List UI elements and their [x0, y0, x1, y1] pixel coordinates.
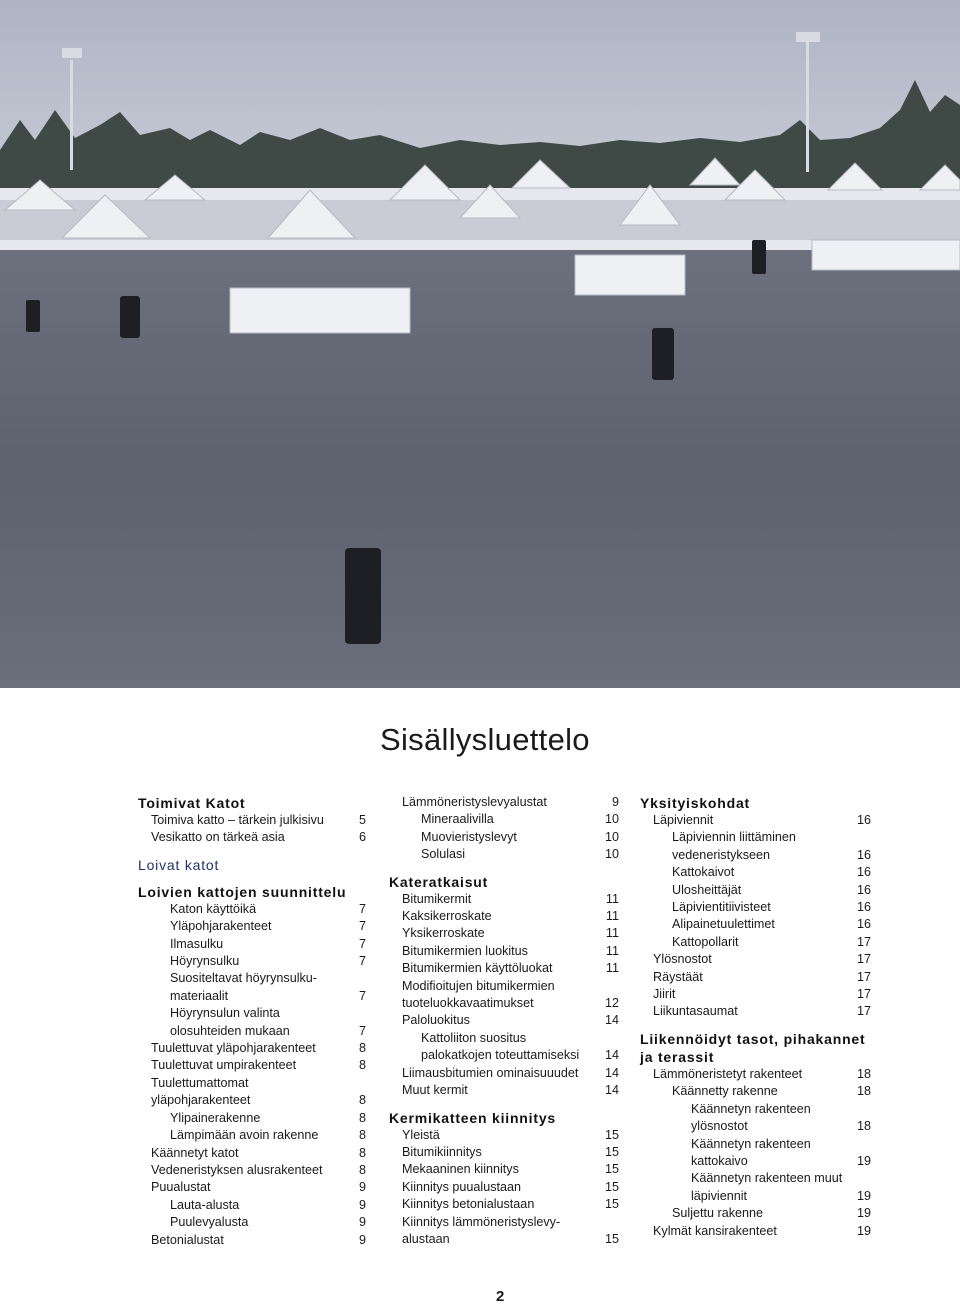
toc-entry-page: 15 [604, 1197, 619, 1212]
toc-entry[interactable] [138, 1040, 366, 1057]
toc-entry-title: Yläpohjarakenteet [170, 919, 272, 934]
toc-entry-page: 16 [856, 847, 871, 862]
toc-entry[interactable] [640, 899, 871, 916]
toc-entry-title: Vesikatto on tärkeä asia [151, 830, 285, 845]
toc-entry[interactable] [138, 1162, 366, 1179]
toc-entry[interactable] [640, 1153, 871, 1170]
toc-entry-page: 11 [605, 891, 619, 906]
toc-section-heading: Kermikatteen kiinnitys [389, 1109, 556, 1126]
toc-entry-page: 9 [611, 795, 619, 809]
page-title: Sisällysluettelo [380, 722, 590, 757]
toc-entry-title: Solulasi [421, 847, 466, 862]
toc-entry-title: Tuulettuvat yläpohjarakenteet [151, 1041, 316, 1056]
toc-section-heading: Toimivat Katot [138, 795, 246, 811]
toc-entry-title: alustaan [402, 1231, 450, 1246]
toc-entry[interactable] [389, 1231, 619, 1248]
toc-entry[interactable] [138, 829, 366, 846]
toc-entry-page: 8 [358, 1145, 366, 1160]
toc-entry-page: 15 [604, 1127, 619, 1142]
toc-entry[interactable] [389, 960, 619, 977]
toc-entry-title: Puulevyalusta [170, 1215, 249, 1230]
toc-column-1 [138, 794, 366, 1249]
toc-entry[interactable] [138, 1214, 366, 1231]
toc-entry-page: 8 [358, 1058, 366, 1073]
toc-entry[interactable] [640, 812, 871, 829]
toc-section-heading: Loivien kattojen suunnittelu [138, 883, 347, 900]
toc-entry[interactable] [138, 1145, 366, 1162]
toc-entry-page: 15 [604, 1231, 619, 1246]
toc-entry[interactable] [138, 1232, 366, 1249]
toc-entry-page: 9 [358, 1180, 366, 1195]
toc-entry-page: 7 [358, 988, 366, 1003]
toc-entry[interactable] [640, 1118, 871, 1135]
toc-entry-title: tuoteluokkavaatimukset [402, 996, 534, 1011]
toc-entry-title: Puualustat [151, 1180, 211, 1195]
toc-entry[interactable] [389, 1144, 619, 1161]
toc-entry[interactable] [138, 970, 366, 987]
toc-entry[interactable] [640, 1136, 871, 1153]
toc-entry-page: 8 [358, 1093, 366, 1108]
toc-entry[interactable] [640, 1003, 871, 1020]
toc-entry-title: Liikuntasaumat [653, 1004, 738, 1019]
toc-entry[interactable] [640, 986, 871, 1003]
toc-entry-title: Kattoliiton suositus [421, 1030, 527, 1045]
toc-entry[interactable] [138, 812, 366, 829]
toc-entry[interactable] [640, 1083, 871, 1100]
toc-entry-title: Bitumikermien käyttöluokat [402, 961, 553, 976]
toc-entry-title: olosuhteiden mukaan [170, 1023, 290, 1038]
toc-entry-page: 8 [358, 1128, 366, 1143]
toc-entry-title: Vedeneristyksen alusrakenteet [151, 1162, 323, 1177]
toc-entry-title: Kattokaivot [672, 865, 735, 880]
toc-entry[interactable] [389, 794, 619, 811]
toc-entry-page: 15 [604, 1162, 619, 1177]
toc-entry-page: 7 [358, 901, 366, 916]
toc-entry-title: Ylipainerakenne [170, 1110, 261, 1125]
toc-entry[interactable] [138, 1057, 366, 1074]
toc-entry-title: Muovieristyslevyt [421, 829, 517, 844]
toc-entry-page: 8 [358, 1110, 366, 1125]
toc-entry[interactable] [389, 1047, 619, 1064]
toc-entry-page: 14 [604, 1083, 619, 1098]
toc-entry-title: Läpiviennit [653, 813, 714, 827]
toc-entry-page: 9 [358, 1232, 366, 1247]
toc-entry[interactable] [389, 1161, 619, 1178]
toc-entry-title: Bitumikermien luokitus [402, 943, 528, 958]
toc-entry-title: Alipainetuulettimet [672, 917, 775, 932]
toc-entry-page: 16 [856, 882, 871, 897]
toc-entry[interactable] [138, 988, 366, 1005]
toc-entry-page: 19 [856, 1188, 871, 1203]
toc-entry-page: 15 [604, 1179, 619, 1194]
toc-entry[interactable] [138, 1075, 366, 1092]
toc-entry-page: 9 [358, 1215, 366, 1230]
toc-section-heading: Kateratkaisut [389, 873, 489, 890]
toc-entry-page: 8 [358, 1162, 366, 1177]
toc-entry[interactable] [389, 1012, 619, 1029]
toc-entry[interactable] [640, 1101, 871, 1118]
toc-entry-page: 16 [856, 813, 871, 827]
toc-entry-title: Läpivientitiivisteet [672, 900, 771, 915]
toc-entry-page: 19 [856, 1206, 871, 1221]
toc-entry[interactable] [138, 901, 366, 918]
toc-entry-page: 7 [358, 919, 366, 934]
toc-entry-title: Höyrynsulun valinta [170, 1006, 280, 1021]
toc-entry[interactable] [640, 916, 871, 933]
toc-entry-title: Ylösnostot [653, 952, 712, 967]
toc-entry-page: 19 [856, 1223, 871, 1238]
toc-entry-title: Lauta-alusta [170, 1197, 240, 1212]
toc-entry-page: 7 [358, 954, 366, 969]
toc-entry-page: 17 [856, 934, 871, 949]
toc-section-heading: Loivat katot [138, 856, 220, 873]
toc-entry-page: 6 [358, 830, 366, 845]
toc-entry[interactable] [389, 908, 619, 925]
toc-entry[interactable] [389, 1065, 619, 1082]
toc-entry-title: Lämmöneristetyt rakenteet [653, 1066, 803, 1081]
toc-entry-page: 11 [605, 943, 619, 958]
toc-entry[interactable] [138, 1179, 366, 1196]
toc-entry-title: Modifioitujen bitumikermien [402, 978, 555, 993]
toc-section-heading: Liikennöidyt tasot, pihakannet ja terassit [640, 1030, 866, 1065]
toc-entry-page: 11 [605, 961, 619, 976]
toc-entry-title: vedeneristykseen [672, 847, 771, 862]
toc-entry-page: 19 [856, 1153, 871, 1168]
toc-entry-title: Muut kermit [402, 1083, 468, 1098]
toc-entry-page: 16 [856, 900, 871, 915]
toc-section-heading: Yksityiskohdat [640, 795, 751, 811]
toc-entry-page: 12 [604, 996, 619, 1011]
toc-entry[interactable] [640, 951, 871, 968]
toc-entry-page: 14 [604, 1065, 619, 1080]
toc-column-3 [640, 794, 871, 1240]
toc-entry[interactable] [138, 936, 366, 953]
toc-entry-title: Käännetty rakenne [672, 1084, 778, 1099]
toc-entry[interactable] [389, 846, 619, 863]
toc-entry-page: 18 [856, 1066, 871, 1081]
toc-entry[interactable] [138, 1197, 366, 1214]
toc-entry-page: 16 [856, 917, 871, 932]
toc-entry[interactable] [389, 811, 619, 828]
toc-entry-title: Kylmät kansirakenteet [653, 1223, 777, 1238]
toc-entry[interactable] [138, 953, 366, 970]
toc-entry[interactable] [389, 1214, 619, 1231]
toc-entry-title: Läpiviennin liittäminen [672, 830, 796, 845]
toc-entry-page: 18 [856, 1119, 871, 1134]
toc-entry-title: Betonialustat [151, 1232, 224, 1247]
toc-entry[interactable] [389, 925, 619, 942]
toc-entry[interactable] [389, 978, 619, 995]
toc-column-2 [389, 794, 619, 1248]
toc-entry-title: Käännetyn rakenteen muut [691, 1171, 843, 1186]
toc-entry-page: 10 [604, 847, 619, 862]
toc-entry[interactable] [640, 882, 871, 899]
toc-entry-page: 7 [358, 1023, 366, 1038]
toc-entry-title: Kaksikerroskate [402, 909, 492, 924]
toc-entry-page: 15 [604, 1144, 619, 1159]
toc-entry[interactable] [640, 969, 871, 986]
toc-entry-title: kattokaivo [691, 1153, 748, 1168]
toc-entry-title: materiaalit [170, 988, 229, 1003]
toc-entry[interactable] [389, 1082, 619, 1099]
toc-entry-page: 18 [856, 1084, 871, 1099]
toc-entry-page: 7 [358, 936, 366, 951]
toc-entry[interactable] [389, 1030, 619, 1047]
roof-surface [0, 250, 960, 688]
page-number: 2 [496, 1288, 505, 1305]
toc-entry[interactable] [640, 1223, 871, 1240]
toc-entry[interactable] [640, 1066, 871, 1083]
toc-entry-page: 11 [605, 909, 619, 924]
toc-entry-title: Käännetyn rakenteen [691, 1136, 811, 1151]
toc-entry-title: Yksikerroskate [402, 926, 485, 941]
toc-entry[interactable] [640, 1205, 871, 1222]
toc-entry[interactable] [138, 1005, 366, 1022]
toc-entry[interactable] [389, 1127, 619, 1144]
toc-entry-title: yläpohjarakenteet [151, 1093, 251, 1108]
toc-entry-title: palokatkojen toteuttamiseksi [421, 1048, 580, 1063]
toc-entry[interactable] [138, 1110, 366, 1127]
toc-entry-page: 17 [856, 1004, 871, 1019]
toc-entry[interactable] [389, 943, 619, 960]
toc-entry[interactable] [640, 864, 871, 881]
toc-entry-title: Lämmöneristyslevyalustat [402, 795, 547, 809]
toc-entry[interactable] [389, 1196, 619, 1213]
toc-entry-title: Käännetyn rakenteen [691, 1101, 811, 1116]
toc-entry-page: 17 [856, 969, 871, 984]
toc-entry-page: 10 [604, 812, 619, 827]
toc-entry-title: Kiinnitys puualustaan [402, 1179, 522, 1194]
toc-entry-page: 17 [856, 987, 871, 1002]
toc-entry-title: Yleistä [402, 1127, 440, 1142]
toc-entry-title: Tuulettumattomat [151, 1075, 249, 1090]
toc-entry-title: Bitumikermit [402, 891, 472, 906]
toc-entry-page: 10 [604, 829, 619, 844]
toc-entry-title: Katon käyttöikä [170, 901, 257, 916]
toc-entry-title: Tuulettuvat umpirakenteet [151, 1058, 297, 1073]
toc-entry[interactable] [138, 1092, 366, 1109]
toc-entry-title: Kattopollarit [672, 934, 739, 949]
toc-entry[interactable] [640, 934, 871, 951]
toc-entry-title: Ilmasulku [170, 936, 224, 951]
toc-entry-title: Toimiva katto – tärkein julkisivu [151, 813, 324, 827]
toc-entry[interactable] [138, 1127, 366, 1144]
toc-entry-page: 17 [856, 952, 871, 967]
toc-entry[interactable] [138, 918, 366, 935]
toc-entry-title: Liimausbitumien ominaisuuudet [402, 1065, 579, 1080]
toc-entry[interactable] [640, 829, 871, 846]
toc-entry-title: Suljettu rakenne [672, 1206, 764, 1221]
toc-entry[interactable] [389, 995, 619, 1012]
toc-entry[interactable] [389, 829, 619, 846]
toc-entry[interactable] [138, 1023, 366, 1040]
toc-entry[interactable] [640, 847, 871, 864]
toc-entry-title: Lämpimään avoin rakenne [170, 1128, 319, 1143]
toc-entry[interactable] [640, 1188, 871, 1205]
toc-entry-page: 11 [605, 926, 619, 941]
toc-entry-title: Mekaaninen kiinnitys [402, 1162, 519, 1177]
toc-entry-page: 14 [604, 1013, 619, 1028]
toc-entry-page: 14 [604, 1048, 619, 1063]
toc-entry[interactable] [640, 1170, 871, 1187]
toc-entry-title: Paloluokitus [402, 1013, 470, 1028]
toc-entry-page: 8 [358, 1041, 366, 1056]
toc-entry-title: ylösnostot [691, 1119, 748, 1134]
toc-entry-title: Ulosheittäjät [672, 882, 742, 897]
toc-entry-title: Höyrynsulku [170, 954, 240, 969]
toc-entry-title: Jiirit [653, 987, 676, 1002]
toc-entry-title: Käännetyt katot [151, 1145, 239, 1160]
toc-entry-title: Kiinnitys lämmöneristyslevy- [402, 1214, 561, 1229]
toc-entry-title: Räystäät [653, 969, 703, 984]
toc-entry-title: läpiviennit [691, 1188, 748, 1203]
toc-entry-page: 9 [358, 1197, 366, 1212]
toc-entry-page: 5 [358, 813, 366, 827]
toc-entry-title: Bitumikiinnitys [402, 1144, 482, 1159]
toc-entry[interactable] [389, 891, 619, 908]
toc-entry-title: Mineraalivilla [421, 812, 494, 827]
toc-entry-page: 16 [856, 865, 871, 880]
toc-entry[interactable] [389, 1179, 619, 1196]
toc-entry-title: Suositeltavat höyrynsulku- [170, 971, 317, 986]
toc-entry-title: Kiinnitys betonialustaan [402, 1197, 535, 1212]
